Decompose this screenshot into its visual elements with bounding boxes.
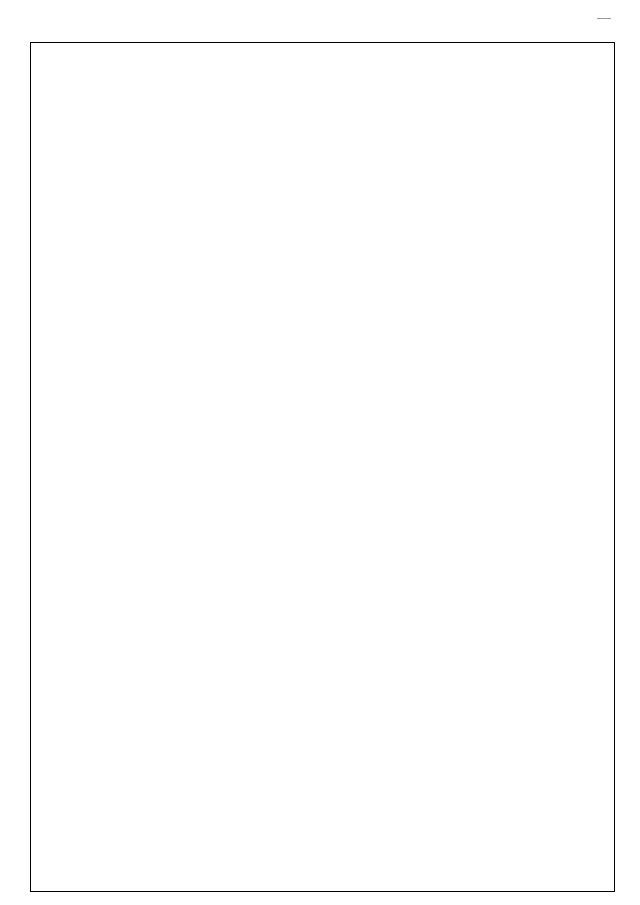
corner-mark xyxy=(597,18,611,19)
budget-execution-table xyxy=(30,42,615,892)
